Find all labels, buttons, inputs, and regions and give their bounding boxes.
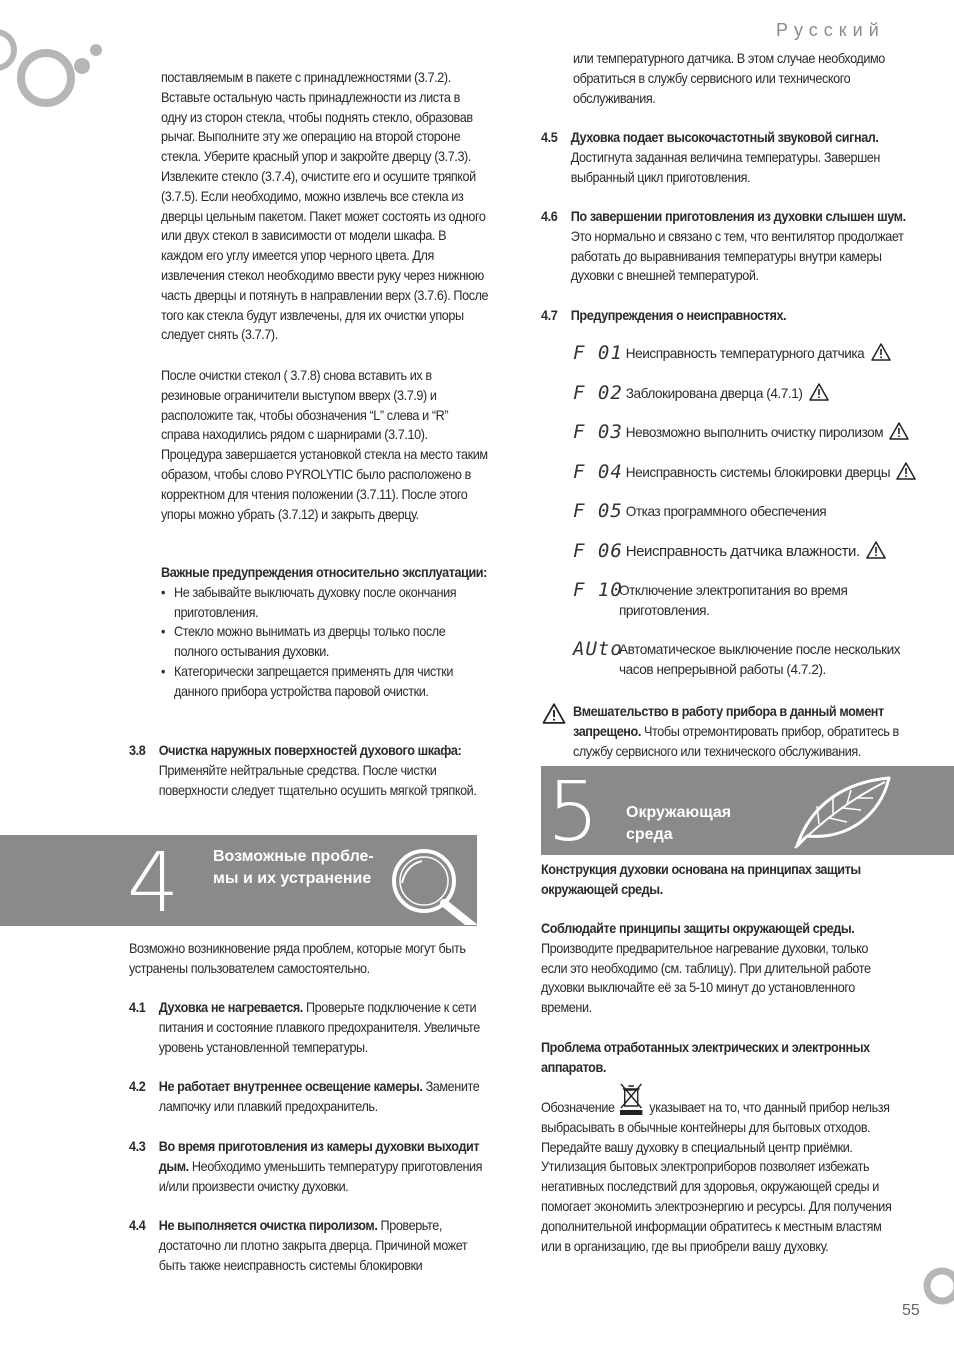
error-code: F 03 [573,421,623,443]
error-text: Отказ программного обеспечения [625,504,827,519]
error-code: F 10 [573,579,623,601]
item-number: 4.5 [541,130,558,145]
section-4-title: Возможные пробле-мы и их устранение [213,848,374,887]
error-row [573,422,909,443]
magnifier-icon [386,843,478,925]
warning-icon [896,462,916,480]
section-number: 3.8 [129,743,146,758]
problems-intro: Возможно возникновение ряда проблем, которые могут быть устранены пользователем самостоятельно. [129,941,466,976]
item-title: Духовка не нагревается. [158,1000,303,1015]
language-label: Русский [776,20,885,40]
leaf-icon [789,774,893,850]
weee-body: указывает на то, что данный прибор нельзя выбрасывать в обычные контейнеры для бытовых отходов. Передайте вашу духовку в специальный центр приёмки. Утилизация бытовых электроприборов позволяет избежать негативных последствий для здоровья, окружающей среды и помогает экономить электроэнергию и ресурсы. Для получения дополнительной информации обратитесь к местным властям или в организацию, где вы приобрели вашу духовку. [541,1100,892,1254]
section-4-7 [541,306,913,326]
cleaning-text-1: поставляемым в пакете с принадлежностями (3.7.2). Вставьте остальную часть принадлежности из листа в одну из сторон стекла, чтобы поднять стекло, образовав рычаг. Выполните эту же операцию на второй стороне стекла. Уберите красный упор и закройте дверцу (3.7.3). Извлеките стекло (3.7.4), очистите его и осушите тряпкой (3.7.5). Если необходимо, можно извлечь все стекла из дверцы цельным пакетом. Пакет может состоять из одного или двух стекол в зависимости от модели шкафа. В каждом его углу имеется упор черного цвета. Для извлечения стекол необходимо ввести руку через нижнюю часть дверцы и потянуть в направлении верх (3.7.6). После того как стекла будут извлечены, для их очистки упоры следует снять (3.7.7). [161,70,489,343]
section-title: Предупреждения о неисправностях. [570,308,787,323]
error-text: Автоматическое выключение после нескольких часов непрерывной работы (4.7.2). [619,642,901,677]
item-title: Не работает внутреннее освещение камеры. [158,1079,423,1094]
section-text: Применяйте нейтральные средства. После чистки поверхности следует тщательно осушить мягкой тряпкой. [158,762,477,798]
warning-item: • Стекло можно вынимать из дверцы только после полного остывания духовки. [161,622,488,662]
warnings-title: Важные предупреждения относительно эксплуатации: [161,565,487,580]
item-number: 4.4 [129,1218,146,1233]
env-intro: Конструкция духовки основана на принципах защиты окружающей среды. [541,862,861,897]
caution-text: Чтобы отремонтировать прибор, обратитесь в службу сервисного или технического обслуживания. [573,723,899,759]
env-advice-text: Производите предварительное нагревание духовки, только если это необходимо (см. таблицу). При длительной работе духовки выключайте её за 5-10 минут до установленного времени. [541,940,871,1016]
problem-item [129,1216,482,1276]
error-row [573,640,913,680]
error-row [573,502,826,522]
item-number: 4.1 [129,1000,146,1015]
error-text: Неисправность системы блокировки дверцы [625,465,891,480]
item-text: Проверьте, достаточно ли плотно закрыта дверца. Причиной может быть также неисправность системы блокировки [158,1218,468,1273]
item-text: Достигнута заданная величина температуры. Завершен выбранный цикл приготовления. [570,149,880,185]
error-code: F 05 [573,500,623,522]
item-text: Проверьте подключение к сети питания и состояние плавкого предохранителя. Увеличьте уровень установленной температуры. [158,1000,480,1055]
error-text: Отключение электропитания во время приготовления. [619,583,848,618]
error-code: F 06 [573,540,623,562]
error-row [573,383,829,404]
error-row [573,581,873,621]
error-row [573,541,886,562]
problem-item [129,998,482,1058]
section-3-8 [129,741,487,826]
weee-text [541,1096,894,1256]
continued-text: или температурного датчика. В этом случае необходимо обратиться в службу сервисного или технического обслуживания. [573,51,885,106]
section-5-banner [541,765,954,860]
error-code: AUto [573,638,623,660]
section-5-title: Окружающая среда [626,804,732,843]
page-number: 55 [902,1302,920,1319]
section-5-number: 5 [547,765,600,860]
item-title: По завершении приготовления из духовки слышен шум. [570,209,906,224]
item-text: Замените лампочку или плавкий предохранитель. [158,1079,480,1114]
item-number: 4.6 [541,209,558,224]
env-advice [541,919,894,1018]
item-title: Не выполняется очистка пиролизом. [158,1218,378,1233]
warning-icon [866,541,886,559]
error-row [573,462,916,483]
error-code: F 01 [573,342,623,364]
warning-icon [871,343,891,361]
error-text: Заблокирована дверца (4.7.1) [625,386,803,401]
decorative-circle-icon [918,1266,954,1306]
warning-item: • Не забывайте выключать духовку после окончания приготовления. [161,583,488,623]
brand-logo-icon [0,20,110,110]
item-number: 4.2 [129,1079,146,1094]
caution-block [573,702,919,761]
item-text: Необходимо уменьшить температуру приготовления и/или произвести очистку духовки. [158,1158,483,1194]
warning-item: • Категорически запрещается применять для чистки данного прибора устройства паровой очистки. [161,662,488,702]
section-number: 4.7 [541,308,558,323]
error-text: Невозможно выполнить очистку пиролизом [625,425,884,440]
error-row [573,343,891,364]
cleaning-text-2: После очистки стекол ( 3.7.8) снова вставить их в резиновые ограничители выступом вверх (3.7.9) и расположите так, чтобы обозначения “L” слева и “R” справа находились рядом с шарнирами (3.7.10). Процедура завершается установкой стекла на место таким образом, чтобы слово PYROLYTIC было расположено в корректном для чтения положении (3.7.11). После этого упоры можно убрать (3.7.12) и закрыть дверцу. [161,368,488,522]
error-text: Неисправность температурного датчика [625,346,865,361]
warning-icon [889,422,909,440]
crossed-bin-icon [618,1082,644,1116]
problem-item [541,128,913,188]
problem-item [129,1077,482,1117]
warning-icon [809,383,829,401]
problem-item [129,1137,482,1197]
item-text: Это нормально и связано с тем, что вентилятор продолжает работать до выравнивания температуры внутри камеры духовки с внешней температурой. [570,228,904,284]
item-title: Духовка подает высокочастотный звуковой сигнал. [570,130,879,145]
error-code: F 04 [573,461,623,483]
problem-item [541,207,913,287]
env-advice-title: Соблюдайте принципы защиты окружающей среды. [541,921,855,936]
section-title: Очистка наружных поверхностей духового шкафа: [158,743,462,758]
error-text: Неисправность датчика влажности. [625,543,860,560]
caution-title: Вмешательство в работу прибора в данный момент запрещено. [573,704,884,739]
weee-label: Обозначение [541,1100,615,1115]
item-number: 4.3 [129,1139,146,1154]
error-code: F 02 [573,382,623,404]
section-4-number: 4 [127,836,180,931]
warnings-block [161,563,488,702]
section-4-banner [0,835,477,931]
warning-icon [542,703,566,724]
item-title: Во время приготовления из камеры духовки выходит дым. [158,1139,480,1174]
weee-title: Проблема отработанных электрических и электронных аппаратов. [541,1040,870,1075]
